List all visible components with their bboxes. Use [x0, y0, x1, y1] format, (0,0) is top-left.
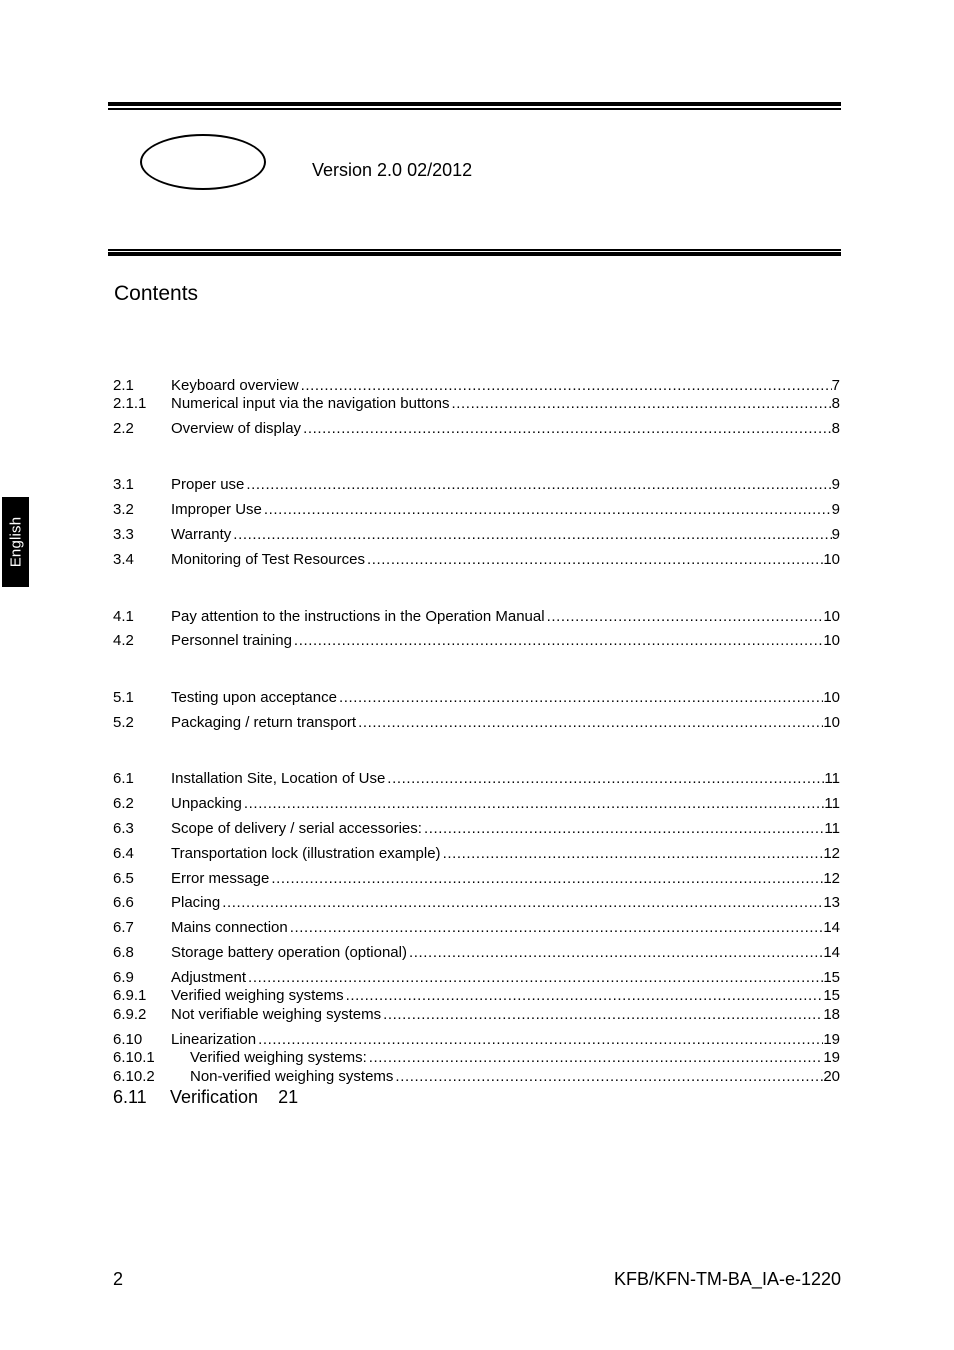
toc-title: Mains connection [171, 919, 288, 936]
header-rule-thick [108, 252, 841, 256]
header-rule-thin [108, 249, 841, 251]
toc-number: 6.10.2 [113, 1068, 155, 1085]
toc-number: 6.7 [113, 919, 134, 936]
toc-title: Placing [171, 894, 221, 911]
toc-entry[interactable] [113, 1049, 840, 1067]
logo-oval [140, 134, 266, 190]
toc-number: 6.9 [113, 969, 134, 986]
toc-title: Pay attention to the instructions in the Operation Manual [171, 608, 545, 625]
toc-entry[interactable] [113, 894, 840, 912]
toc-leader [441, 845, 824, 863]
footer-doc-code: KFB/KFN-TM-BA_IA-e-1220 [613, 1269, 841, 1289]
toc-number: 2.1.1 [113, 395, 147, 412]
toc-title: Scope of delivery / serial accessories: [171, 820, 422, 837]
toc-number: 6.2 [113, 795, 134, 812]
toc-leader [262, 501, 832, 519]
toc-entry[interactable] [113, 1006, 840, 1024]
language-tab [2, 497, 29, 587]
toc-title: Transportation lock (illustration example) [171, 845, 441, 862]
toc-page: 15 [823, 987, 840, 1004]
toc-number: 4.1 [113, 608, 134, 625]
toc-entry[interactable] [113, 632, 840, 650]
toc-leader [450, 395, 832, 413]
toc-leader [344, 987, 824, 1005]
toc-entry[interactable] [113, 1086, 840, 1108]
toc-number: 3.3 [113, 526, 134, 543]
toc-page: 11 [824, 795, 840, 812]
toc-leader [367, 1049, 824, 1067]
toc-leader [242, 795, 825, 813]
toc-page: 14 [823, 919, 840, 936]
toc-title: Monitoring of Test Resources [171, 551, 365, 568]
toc-leader [356, 714, 823, 732]
toc-page: 18 [823, 1006, 840, 1023]
toc-number: 3.1 [113, 476, 134, 493]
toc-title: Verification [170, 1087, 259, 1107]
toc-number: 6.1 [113, 770, 134, 787]
top-rule-thin [108, 108, 841, 110]
version-text: Version 2.0 02/2012 [312, 160, 473, 180]
toc-title: Verified weighing systems: [190, 1049, 367, 1066]
toc-leader [244, 476, 831, 494]
toc-title: Installation Site, Location of Use [171, 770, 386, 787]
toc-number: 2.2 [113, 420, 134, 437]
toc-leader [545, 608, 824, 626]
language-tab-label: English [7, 516, 24, 568]
toc-page: 9 [831, 501, 840, 518]
toc-page: 7 [831, 377, 840, 394]
toc-number: 6.4 [113, 845, 134, 862]
toc-page: 10 [823, 551, 840, 568]
toc-entry[interactable] [113, 501, 840, 519]
toc-title: Packaging / return transport [171, 714, 357, 731]
toc-entry[interactable] [113, 551, 840, 569]
toc-number: 6.10 [113, 1031, 143, 1048]
toc-number: 6.3 [113, 820, 134, 837]
toc-title: Verified weighing systems [171, 987, 344, 1004]
toc-entry[interactable] [113, 969, 840, 987]
toc-entry[interactable] [113, 395, 840, 413]
toc-page: 19 [823, 1049, 840, 1066]
toc-page: 13 [823, 894, 840, 911]
toc-entry[interactable] [113, 770, 840, 788]
toc-entry[interactable] [113, 420, 840, 438]
toc-title: Adjustment [171, 969, 247, 986]
toc-page: 9 [831, 526, 840, 543]
toc-leader [231, 526, 831, 544]
toc-entry[interactable] [113, 476, 840, 494]
toc-number: 5.1 [113, 689, 134, 706]
toc-title: Error message [171, 870, 270, 887]
toc-entry[interactable] [113, 870, 840, 888]
toc-number: 6.10.1 [113, 1049, 155, 1066]
toc-page: 11 [824, 770, 840, 787]
toc-number: 6.5 [113, 870, 134, 887]
toc-leader [407, 944, 823, 962]
toc-leader [385, 770, 824, 788]
toc-title: Overview of display [171, 420, 302, 437]
toc-title: Linearization [171, 1031, 257, 1048]
toc-page: 19 [823, 1031, 840, 1048]
toc-title: Non-verified weighing systems [190, 1068, 394, 1085]
toc-page: 10 [823, 689, 840, 706]
toc-title: Unpacking [171, 795, 242, 812]
toc-page: 15 [823, 969, 840, 986]
toc-leader [246, 969, 823, 987]
toc-leader [299, 377, 832, 395]
toc-title: Proper use [171, 476, 245, 493]
toc-entry[interactable] [113, 820, 840, 838]
toc-number: 6.9.2 [113, 1006, 147, 1023]
toc-leader [381, 1006, 823, 1024]
toc-entry[interactable] [113, 689, 840, 707]
contents-heading: Contents [114, 282, 199, 305]
toc-page: 8 [831, 420, 840, 437]
toc-leader [337, 689, 823, 707]
toc-number: 5.2 [113, 714, 134, 731]
toc-number: 3.4 [113, 551, 134, 568]
toc-title: Warranty [171, 526, 232, 543]
toc-leader [256, 1031, 823, 1049]
toc-number: 6.9.1 [113, 987, 147, 1004]
toc-number: 6.8 [113, 944, 134, 961]
toc-leader [220, 894, 823, 912]
toc-number: 6.6 [113, 894, 134, 911]
toc-entry[interactable] [113, 608, 840, 626]
toc-leader [422, 820, 824, 838]
toc-entry[interactable] [113, 919, 840, 937]
toc-page: 9 [831, 476, 840, 493]
toc-entry[interactable] [113, 377, 840, 395]
toc-leader [269, 870, 823, 888]
toc-page: 11 [824, 820, 840, 837]
footer-page-number: 2 [113, 1269, 124, 1289]
toc-page: 10 [823, 608, 840, 625]
toc-page: 21 [278, 1087, 299, 1107]
toc-title: Not verifiable weighing systems [171, 1006, 382, 1023]
toc-number: 6.11 [113, 1087, 147, 1107]
toc-title: Improper Use [171, 501, 262, 518]
toc-entry[interactable] [113, 526, 840, 544]
toc-number: 3.2 [113, 501, 134, 518]
toc-entry[interactable] [113, 1031, 840, 1049]
toc-title: Storage battery operation (optional) [171, 944, 407, 961]
toc-page: 12 [823, 870, 840, 887]
toc-leader [365, 551, 823, 569]
toc-title: Numerical input via the navigation buttons [171, 395, 450, 412]
toc-entry[interactable] [113, 795, 840, 813]
toc-number: 2.1 [113, 377, 134, 394]
toc-page: 20 [823, 1068, 840, 1085]
toc-leader [292, 632, 823, 650]
toc-title: Personnel training [171, 632, 292, 649]
toc-leader [393, 1068, 823, 1086]
toc-title: Keyboard overview [171, 377, 299, 394]
toc-title: Testing upon acceptance [171, 689, 337, 706]
toc-entry[interactable] [113, 987, 840, 1005]
toc-entry[interactable] [113, 714, 840, 732]
toc-page: 14 [823, 944, 840, 961]
toc-entry[interactable] [113, 1068, 840, 1086]
toc-page: 10 [823, 714, 840, 731]
toc-page: 12 [823, 845, 840, 862]
top-rule-thick [108, 102, 841, 106]
toc-entry[interactable] [113, 845, 840, 863]
toc-page: 8 [831, 395, 840, 412]
toc-leader [301, 420, 832, 438]
toc-page: 10 [823, 632, 840, 649]
toc-entry[interactable] [113, 944, 840, 962]
toc-leader [288, 919, 824, 937]
toc-number: 4.2 [113, 632, 134, 649]
